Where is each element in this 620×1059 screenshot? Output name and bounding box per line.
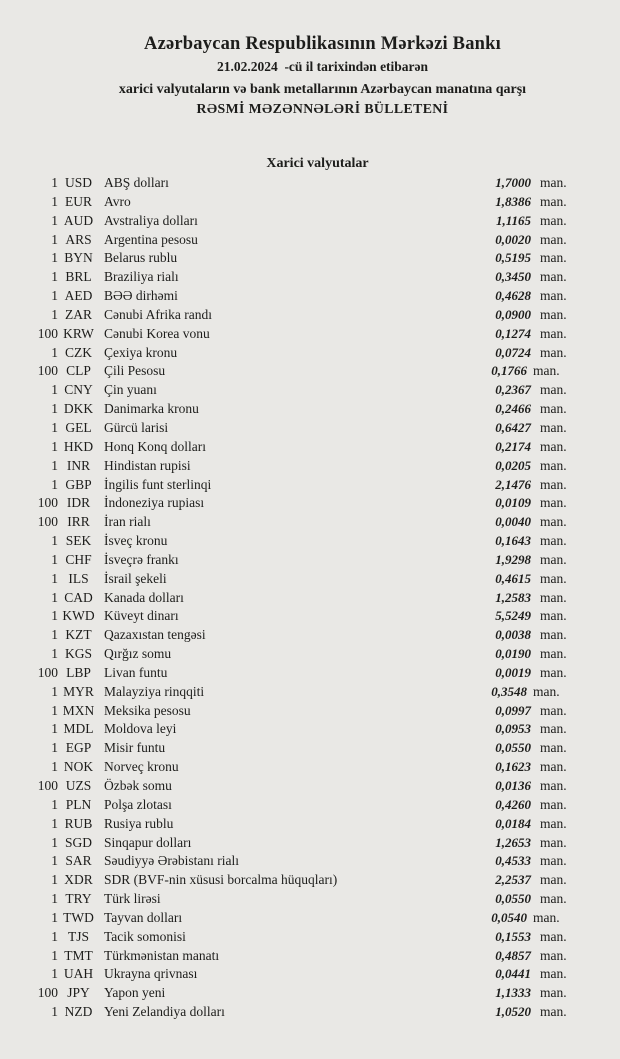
unit-label: man.: [540, 325, 567, 341]
rate-row: [0, 984, 620, 1003]
rate-row: [0, 947, 620, 966]
rate-row: [0, 513, 620, 532]
unit-label: man.: [540, 551, 567, 567]
bank-name: Azərbaycan Respublikasının Mərkəzi Bankı: [144, 34, 501, 54]
currency-name: Rusiya rublu: [104, 815, 174, 831]
unit-label: man.: [540, 646, 567, 662]
rate-row: [0, 532, 620, 551]
unit-label: man.: [540, 627, 567, 643]
unit-label: man.: [540, 759, 567, 775]
unit-label: man.: [540, 306, 567, 322]
currency-name: İsveç kronu: [104, 533, 168, 549]
rate-quantity: 1: [51, 759, 58, 775]
currency-code: TWD: [63, 909, 94, 925]
unit-label: man.: [540, 928, 567, 944]
currency-name: Çexiya kronu: [104, 344, 178, 360]
rate-quantity: 1: [51, 438, 58, 454]
rate-quantity: 1: [51, 175, 58, 190]
rate-quantity: 1: [51, 853, 58, 869]
currency-name: Kanada dolları: [104, 589, 184, 605]
rate-quantity: 1: [51, 570, 58, 586]
rate-row: [0, 777, 620, 796]
rate-value: 0,6427: [495, 419, 531, 435]
unit-label: man.: [540, 382, 567, 398]
unit-label: man.: [540, 778, 567, 793]
rate-quantity: 1: [51, 909, 58, 925]
currency-code: UAH: [63, 966, 94, 982]
rate-row: [0, 834, 620, 853]
rate-value: 0,0184: [495, 815, 531, 831]
rate-quantity: 1: [51, 891, 58, 907]
rate-quantity: 1: [51, 250, 58, 266]
rate-quantity: 1: [51, 966, 58, 982]
rate-value: 1,0520: [495, 1004, 531, 1020]
unit-label: man.: [540, 815, 567, 831]
rate-quantity: 1: [51, 796, 58, 812]
rate-quantity: 1: [51, 740, 58, 756]
rate-quantity: 1: [51, 627, 58, 643]
unit-label: man.: [540, 740, 567, 756]
unit-label: man.: [540, 891, 567, 907]
rate-quantity: 1: [51, 721, 58, 737]
currency-code: AED: [64, 288, 93, 304]
rate-row: [0, 400, 620, 419]
rate-row: [0, 268, 620, 287]
rate-quantity: 1: [51, 872, 58, 888]
rate-value: 1,1333: [495, 985, 531, 1001]
rate-row: [0, 815, 620, 834]
rate-row: [0, 249, 620, 268]
currency-name: İsveçrə frankı: [104, 551, 179, 567]
currency-code: EUR: [65, 193, 92, 209]
rate-value: 0,2174: [495, 438, 531, 454]
unit-label: man.: [540, 608, 567, 624]
rate-value: 0,1766: [491, 363, 527, 379]
rate-quantity: 1: [51, 834, 58, 850]
rate-quantity: 1: [51, 533, 58, 549]
rate-value: 1,7000: [495, 175, 531, 190]
unit-label: man.: [540, 834, 567, 850]
unit-label: man.: [533, 363, 560, 379]
rate-value: 0,1643: [495, 533, 531, 549]
unit-label: man.: [540, 570, 567, 586]
unit-label: man.: [540, 419, 567, 435]
rate-row: [0, 325, 620, 344]
currency-code: ARS: [65, 231, 92, 247]
currency-name: Argentina pesosu: [104, 231, 198, 247]
bulletin-subtitle: xarici valyutaların və bank metallarının Azərbaycan manatına qarşı: [118, 82, 527, 97]
section-title-foreign-currencies: Xarici valyutalar: [266, 156, 369, 171]
unit-label: man.: [533, 909, 560, 925]
currency-name: Belarus rublu: [104, 250, 178, 266]
rate-value: 0,0205: [495, 457, 531, 473]
currency-name: Çili Pesosu: [104, 363, 166, 379]
rate-quantity: 1: [51, 231, 58, 247]
currency-name: Qırğız somu: [104, 646, 172, 662]
currency-code: USD: [64, 175, 92, 190]
rate-row: [0, 607, 620, 626]
currency-code: CAD: [64, 589, 93, 605]
rate-quantity: 100: [37, 514, 58, 530]
currency-name: Norveç kronu: [104, 759, 179, 775]
currency-name: Cənubi Korea vonu: [104, 325, 210, 341]
rate-quantity: 1: [51, 1004, 58, 1020]
rate-value: 0,4533: [495, 853, 531, 869]
unit-label: man.: [540, 1004, 567, 1020]
rate-row: [0, 494, 620, 513]
unit-label: man.: [540, 702, 567, 718]
currency-code: RUB: [64, 815, 93, 831]
rate-row: [0, 589, 620, 608]
rate-row: [0, 381, 620, 400]
currency-name: Hindistan rupisi: [104, 457, 191, 473]
rate-value: 0,5195: [495, 250, 531, 266]
rate-row: [0, 965, 620, 984]
currency-code: GBP: [65, 476, 92, 492]
rate-quantity: 1: [51, 815, 58, 831]
rate-value: 1,1165: [495, 212, 531, 228]
rate-quantity: 100: [37, 495, 58, 511]
rate-value: 0,4260: [495, 796, 531, 812]
rate-value: 0,0900: [495, 306, 531, 322]
currency-code: CLP: [66, 363, 91, 379]
unit-label: man.: [540, 796, 567, 812]
currency-name: Avstraliya dolları: [104, 212, 198, 228]
currency-name: Moldova leyi: [104, 721, 177, 737]
rate-value: 1,9298: [495, 551, 531, 567]
rate-value: 0,0019: [495, 664, 531, 680]
rate-value: 0,0020: [495, 231, 531, 247]
currency-code: CZK: [65, 344, 92, 360]
unit-label: man.: [540, 476, 567, 492]
rate-row: [0, 476, 620, 495]
rate-value: 2,2537: [495, 872, 531, 888]
rate-value: 0,0953: [495, 721, 531, 737]
currency-code: MXN: [62, 702, 95, 718]
currency-code: EGP: [65, 740, 92, 756]
currency-name: Honq Konq dolları: [104, 438, 206, 454]
currency-name: Polşa zlotası: [104, 796, 172, 812]
rate-value: 0,0038: [495, 627, 531, 643]
currency-code: ILS: [68, 570, 89, 586]
rate-value: 1,2653: [495, 834, 531, 850]
rate-quantity: 1: [51, 269, 58, 285]
currency-name: Misir funtu: [104, 740, 166, 756]
currency-name: ABŞ dolları: [104, 175, 169, 190]
unit-label: man.: [540, 664, 567, 680]
currency-code: NZD: [64, 1004, 93, 1020]
currency-name: BƏƏ dirhəmi: [104, 288, 178, 304]
rate-row: [0, 306, 620, 325]
unit-label: man.: [540, 231, 567, 247]
rate-value: 0,4628: [495, 288, 531, 304]
currency-name: Yeni Zelandiya dolları: [104, 1004, 225, 1020]
rates-table: [0, 174, 620, 1022]
rate-quantity: 1: [51, 476, 58, 492]
currency-code: DKK: [63, 401, 94, 417]
unit-label: man.: [540, 985, 567, 1001]
bulletin-header: [0, 0, 620, 117]
currency-code: CNY: [64, 382, 93, 398]
currency-name: Malayziya rinqqiti: [104, 683, 205, 699]
currency-name: Tacik somonisi: [104, 928, 186, 944]
currency-name: Sinqapur dolları: [104, 834, 192, 850]
rate-value: 0,0441: [495, 966, 531, 982]
rate-value: 0,3450: [495, 269, 531, 285]
currency-name: Avro: [104, 193, 131, 209]
unit-label: man.: [540, 872, 567, 888]
currency-code: TMT: [64, 947, 93, 963]
currency-name: Özbək somu: [104, 778, 172, 793]
currency-code: KWD: [62, 608, 95, 624]
unit-label: man.: [540, 721, 567, 737]
rate-quantity: 100: [37, 325, 58, 341]
currency-name: Küveyt dinarı: [104, 608, 179, 624]
rate-value: 0,0540: [491, 909, 527, 925]
rate-value: 0,4615: [495, 570, 531, 586]
rate-quantity: 1: [51, 551, 58, 567]
rate-value: 1,2583: [495, 589, 531, 605]
unit-label: man.: [540, 853, 567, 869]
rate-row: [0, 419, 620, 438]
currency-name: Türkmənistan manatı: [104, 947, 220, 963]
bulletin-title: RƏSMİ MƏZƏNNƏLƏRİ BÜLLETENİ: [196, 101, 449, 116]
rate-row: [0, 570, 620, 589]
currency-code: SGD: [64, 834, 92, 850]
currency-code: GEL: [65, 419, 92, 435]
rate-value: 0,0040: [495, 514, 531, 530]
rate-value: 0,0997: [495, 702, 531, 718]
currency-code: TRY: [65, 891, 92, 907]
rate-quantity: 1: [51, 288, 58, 304]
rate-row: [0, 758, 620, 777]
currency-name: Braziliya rialı: [104, 269, 179, 285]
rate-value: 0,0109: [495, 495, 531, 511]
rate-row: [0, 852, 620, 871]
currency-name: İsrail şekeli: [104, 570, 167, 586]
currency-name: Səudiyyə Ərəbistanı rialı: [104, 853, 239, 869]
unit-label: man.: [540, 344, 567, 360]
currency-code: SEK: [65, 533, 92, 549]
currency-code: IDR: [66, 495, 91, 511]
rate-quantity: 1: [51, 344, 58, 360]
rate-row: [0, 739, 620, 758]
rate-quantity: 1: [51, 608, 58, 624]
rate-row: [0, 626, 620, 645]
currency-code: BRL: [65, 269, 92, 285]
unit-label: man.: [540, 589, 567, 605]
unit-label: man.: [540, 947, 567, 963]
rate-quantity: 1: [51, 457, 58, 473]
unit-label: man.: [540, 401, 567, 417]
rate-quantity: 100: [37, 363, 58, 379]
rate-quantity: 1: [51, 401, 58, 417]
rate-quantity: 1: [51, 193, 58, 209]
rate-row: [0, 683, 620, 702]
unit-label: man.: [540, 212, 567, 228]
currency-name: Türk lirəsi: [104, 891, 161, 907]
currency-code: JPY: [67, 985, 90, 1001]
rate-value: 0,0190: [495, 646, 531, 662]
rate-quantity: 1: [51, 683, 58, 699]
rate-row: [0, 796, 620, 815]
currency-code: ZAR: [65, 306, 92, 322]
rate-row: [0, 871, 620, 890]
currency-name: Livan funtu: [104, 664, 168, 680]
rate-value: 0,2466: [495, 401, 531, 417]
rate-quantity: 100: [37, 985, 58, 1001]
rate-quantity: 1: [51, 212, 58, 228]
rate-value: 0,0550: [495, 740, 531, 756]
currency-name: Ukrayna qrivnası: [104, 966, 198, 982]
currency-code: NOK: [63, 759, 94, 775]
currency-code: KGS: [64, 646, 92, 662]
rate-row: [0, 212, 620, 231]
currency-code: MDL: [63, 721, 94, 737]
currency-code: SAR: [65, 853, 92, 869]
rate-value: 0,4857: [495, 947, 531, 963]
currency-code: BYN: [64, 250, 93, 266]
rate-value: 0,1274: [495, 325, 531, 341]
unit-label: man.: [540, 175, 567, 190]
rate-row: [0, 344, 620, 363]
unit-label: man.: [540, 495, 567, 511]
rate-value: 0,1623: [495, 759, 531, 775]
currency-code: XDR: [64, 872, 93, 888]
rate-row: [0, 890, 620, 909]
currency-name: Tayvan dolları: [104, 909, 183, 925]
rate-value: 0,3548: [491, 683, 527, 699]
rate-value: 0,2367: [495, 382, 531, 398]
unit-label: man.: [540, 514, 567, 530]
currency-name: İngilis funt sterlinqi: [104, 476, 212, 492]
rate-value: 0,0550: [495, 891, 531, 907]
currency-name: SDR (BVF-nin xüsusi borcalma hüquqları): [104, 872, 338, 888]
currency-code: TJS: [67, 928, 89, 944]
currency-name: Danimarka kronu: [104, 401, 199, 417]
currency-code: MYR: [63, 683, 94, 699]
rate-row: [0, 231, 620, 250]
rate-value: 0,0136: [495, 778, 531, 793]
unit-label: man.: [540, 250, 567, 266]
unit-label: man.: [540, 966, 567, 982]
currency-name: Çin yuanı: [104, 382, 157, 398]
unit-label: man.: [540, 288, 567, 304]
rate-quantity: 100: [37, 664, 58, 680]
rate-quantity: 1: [51, 702, 58, 718]
rate-row: [0, 720, 620, 739]
rate-row: [0, 1003, 620, 1022]
rate-quantity: 1: [51, 306, 58, 322]
unit-label: man.: [540, 457, 567, 473]
currency-code: PLN: [65, 796, 92, 812]
unit-label: man.: [540, 269, 567, 285]
rate-row: [0, 193, 620, 212]
currency-code: IRR: [67, 514, 90, 530]
currency-code: LBP: [66, 664, 91, 680]
rate-quantity: 1: [51, 589, 58, 605]
rate-row: [0, 362, 620, 381]
currency-code: INR: [66, 457, 91, 473]
rate-row: [0, 664, 620, 683]
rate-value: 5,5249: [495, 608, 531, 624]
rate-quantity: 1: [51, 947, 58, 963]
rate-row: [0, 457, 620, 476]
unit-label: man.: [533, 683, 560, 699]
currency-name: Cənubi Afrika randı: [104, 306, 212, 322]
rate-value: 2,1476: [495, 476, 531, 492]
currency-code: CHF: [65, 551, 92, 567]
rate-row: [0, 928, 620, 947]
currency-name: İran rialı: [104, 514, 151, 530]
unit-label: man.: [540, 533, 567, 549]
unit-label: man.: [540, 438, 567, 454]
rate-row: [0, 702, 620, 721]
currency-name: Gürcü larisi: [104, 419, 169, 435]
rate-value: 1,8386: [495, 193, 531, 209]
rate-row: [0, 909, 620, 928]
currency-code: UZS: [65, 778, 92, 793]
rate-row: [0, 287, 620, 306]
rate-value: 0,0724: [495, 344, 531, 360]
rate-quantity: 1: [51, 646, 58, 662]
currency-name: İndoneziya rupiası: [104, 495, 205, 511]
effective-date-line: 21.02.2024 -cü il tarixindən etibarən: [216, 59, 429, 74]
rate-row: [0, 438, 620, 457]
currency-name: Yapon yeni: [104, 985, 166, 1001]
rate-value: 0,1553: [495, 928, 531, 944]
currency-name: Qazaxıstan tengəsi: [104, 627, 206, 643]
rate-row: [0, 174, 620, 193]
currency-code: KRW: [63, 325, 94, 341]
currency-code: HKD: [63, 438, 94, 454]
rate-quantity: 100: [37, 778, 58, 793]
currency-code: AUD: [63, 212, 94, 228]
unit-label: man.: [540, 193, 567, 209]
currency-code: KZT: [65, 627, 92, 643]
rate-quantity: 1: [51, 419, 58, 435]
currency-name: Meksika pesosu: [104, 702, 191, 718]
rate-row: [0, 645, 620, 664]
rate-quantity: 1: [51, 928, 58, 944]
rate-quantity: 1: [51, 382, 58, 398]
rate-row: [0, 551, 620, 570]
